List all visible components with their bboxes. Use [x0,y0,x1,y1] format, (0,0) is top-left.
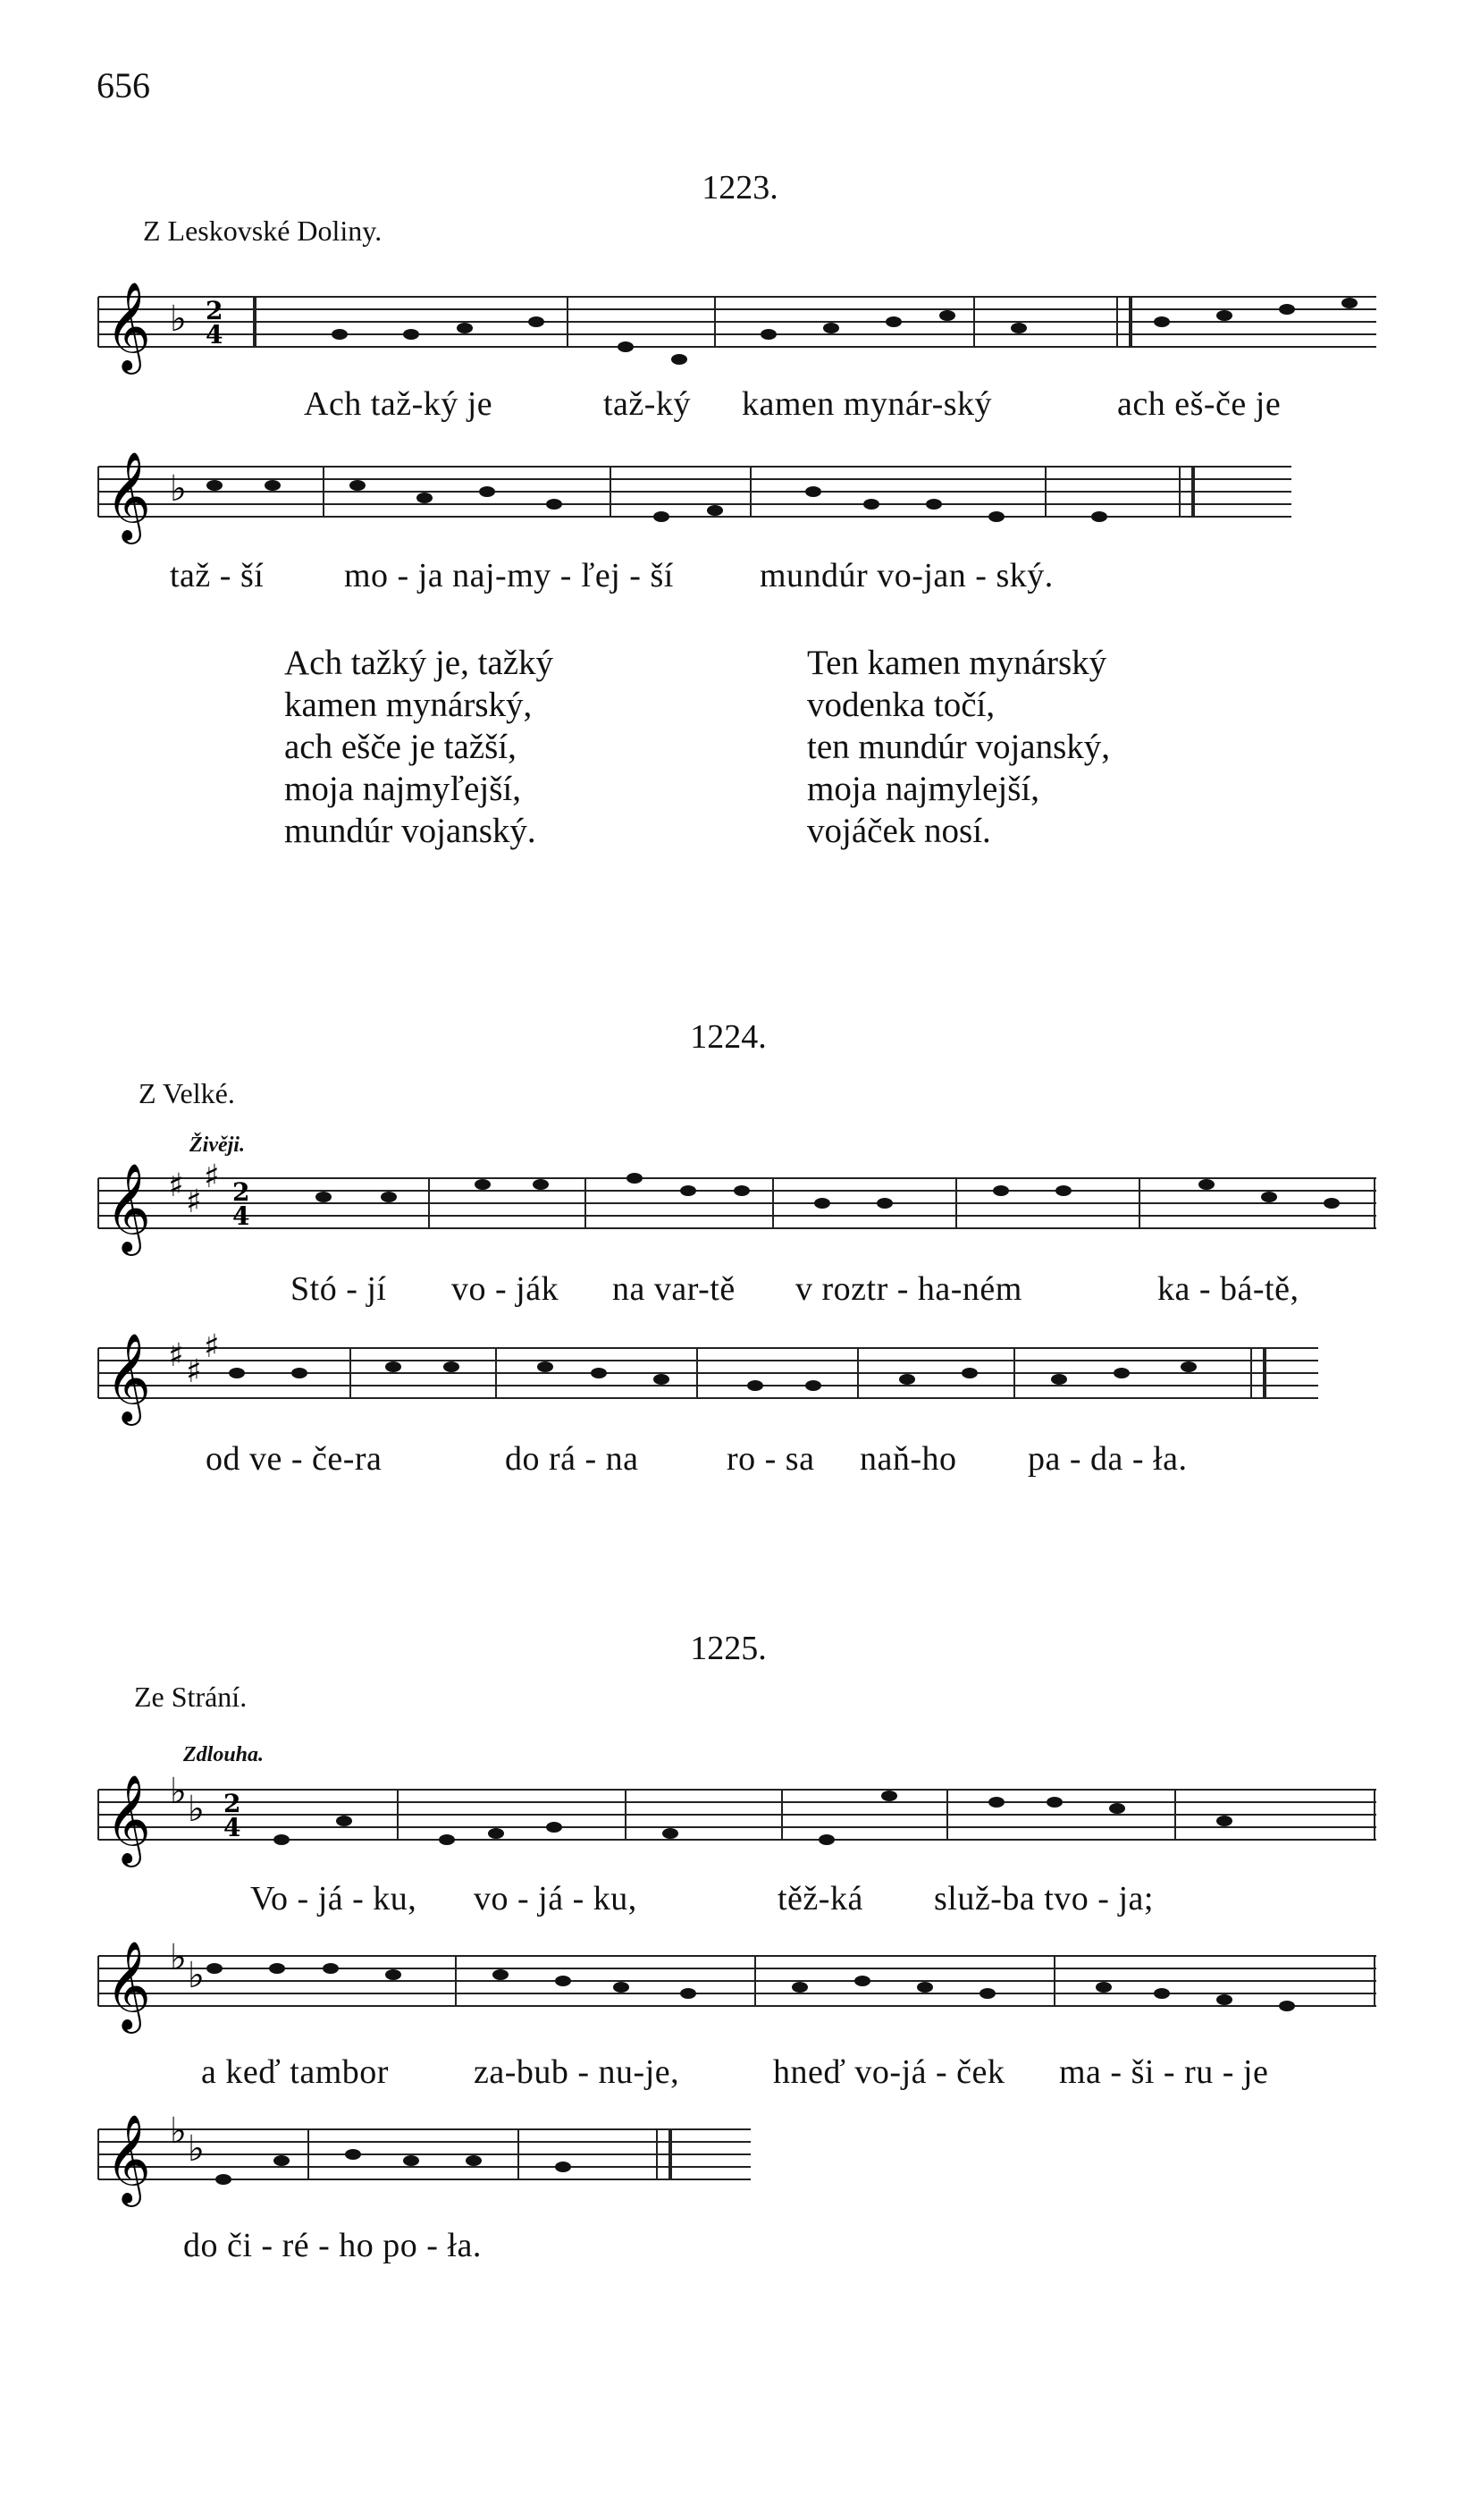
svg-text:𝄞: 𝄞 [105,1941,151,2030]
lyric-fragment: na var-tě [612,1270,736,1308]
song-number: 1224. [690,1018,767,1056]
staff-system [89,279,1385,377]
verse-line: moja najmylejší, [807,770,1039,808]
verse-line: vodenka točí, [807,686,996,724]
verse-line: vojáček nosí. [807,812,991,850]
verse [807,642,1110,852]
svg-text:𝄞: 𝄞 [105,2114,151,2204]
verse-line: mundúr vojanský. [284,812,536,850]
staff-system [89,1938,1385,2036]
lyric-fragment: vo - ják [451,1270,559,1308]
svg-text:𝄞: 𝄞 [105,282,151,371]
lyric-fragment: ro - sa [727,1440,815,1478]
staff-system [89,449,1385,547]
lyric-fragment: těž-ká [778,1880,863,1917]
svg-text:♭: ♭ [170,468,187,510]
lyric-line [250,1879,1323,1918]
lyric-fragment: do či - ré - ho po - ła. [183,2227,482,2264]
lyric-fragment: naň-ho [860,1440,957,1478]
lyric-fragment: mo - ja naj-my - ľej - ší [344,557,674,594]
verse-line: ten mundúr vojanský, [807,728,1111,766]
svg-text:𝄞: 𝄞 [105,1163,151,1252]
svg-text:2: 2 [223,1789,241,1818]
lyric-fragment: v roztr - ha-ném [795,1270,1022,1308]
song-number: 1225. [690,1630,767,1667]
verse-line: moja najmyľejší, [284,770,521,808]
song-origin: Z Velké. [139,1077,235,1109]
svg-text:♯: ♯ [168,1337,184,1374]
svg-text:2: 2 [232,1177,250,1207]
staff-system [89,1160,1385,1259]
svg-text:♯: ♯ [186,1184,202,1220]
staff-system [89,2111,804,2210]
svg-text:♭: ♭ [170,1938,187,1978]
lyric-line [304,384,1430,424]
lyric-line [183,2226,898,2265]
staff-system [89,1330,1385,1429]
tempo-marking: Zdlouha. [183,1743,265,1766]
svg-text:♯: ♯ [204,1330,220,1365]
verse-line: Ach tažký je, tažký [284,644,554,682]
lyric-line [290,1269,1363,1309]
svg-text:♭: ♭ [188,1789,205,1830]
verse-line: Ten kamen mynárský [807,644,1107,682]
lyric-fragment: služ-ba tvo - ja; [934,1880,1154,1917]
lyric-fragment: vo - já - ku, [474,1880,637,1917]
svg-text:2: 2 [206,296,223,325]
verse-line: ach ešče je tažší, [284,728,517,766]
svg-text:𝄞: 𝄞 [105,1774,151,1864]
lyric-fragment: taž - ší [170,557,265,594]
song-number: 1223. [702,169,778,206]
verse [284,642,553,852]
svg-text:4: 4 [232,1201,250,1231]
staff-system [89,1772,1385,1870]
svg-text:𝄞: 𝄞 [105,451,151,541]
svg-text:♯: ♯ [204,1160,220,1195]
svg-text:♯: ♯ [186,1353,202,1390]
svg-text:♯: ♯ [168,1167,184,1204]
lyric-fragment: do rá - na [505,1440,639,1478]
lyric-fragment: Stó - jí [290,1270,387,1308]
lyric-fragment: hneď vo-já - ček [773,2053,1005,2091]
lyric-fragment: Ach taž-ký je [304,385,493,423]
lyric-line [206,1439,1278,1479]
svg-text:♭: ♭ [170,1772,187,1812]
svg-text:4: 4 [206,320,223,350]
svg-text:♭: ♭ [188,1955,205,1996]
svg-text:♭: ♭ [170,299,187,340]
song-origin: Z Leskovské Doliny. [143,215,383,247]
tempo-marking: Živěji. [189,1134,245,1157]
lyric-fragment: Vo - já - ku, [250,1880,417,1917]
page-number: 656 [97,65,150,105]
lyric-fragment: kamen mynár-ský [742,385,993,423]
lyric-fragment: od ve - če-ra [206,1440,383,1478]
svg-text:♭: ♭ [170,2111,187,2152]
lyric-fragment: a keď tambor [201,2053,389,2091]
lyric-fragment: pa - da - ła. [1028,1440,1188,1478]
svg-text:4: 4 [223,1813,241,1842]
lyric-line [170,556,1242,595]
svg-text:𝄞: 𝄞 [105,1333,151,1422]
lyric-fragment: za-bub - nu-je, [474,2053,680,2091]
lyric-fragment: taž-ký [603,385,691,423]
lyric-fragment: ka - bá-tě, [1157,1270,1299,1308]
lyric-fragment: mundúr vo-jan - ský. [760,557,1054,594]
verse-line: kamen mynárský, [284,686,533,724]
lyric-line [201,2052,1363,2092]
lyric-fragment: ma - ši - ru - je [1059,2053,1269,2091]
lyric-fragment: ach eš-če je [1117,385,1282,423]
song-origin: Ze Strání. [134,1681,248,1713]
svg-text:♭: ♭ [188,2128,205,2170]
